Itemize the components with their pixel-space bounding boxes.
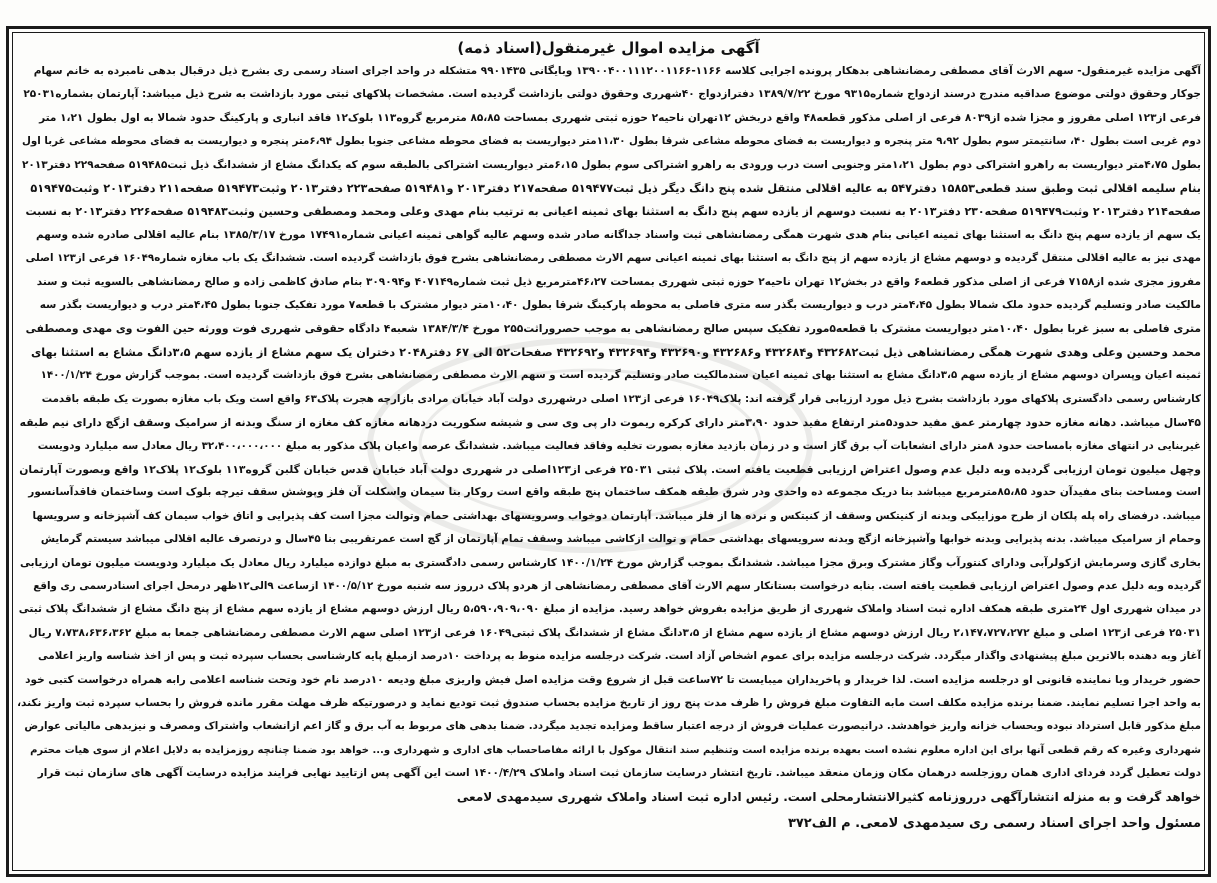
notice-line: غیربنایی در انتهای مغازه بامساحت حدود ۸متر دارای انشعابات آب برق گاز است و در زمان بازدید مغازه بصورت تخلیه وفاقد فعالیت میباشد. ششدانگ عرصه واعیان پلاک مذکور به مبلغ ۳۲،۴۰۰،۰۰۰،۰۰۰ ریال معادل سه میلیارد ودویست	[37, 439, 1201, 452]
notice-line: است ومساحت بنای مفیدآن حدود ۸۵،۸۵مترمربع میباشد بنا دریک مجموعه ده واحدی ودر شرق طبقه همکف ساختمان پنج طبقه واقع است روکار بنا سیمان واسکلت آن فلز وپوشش سقف تیرچه بلوک است وساختمان فاقدآسانسور	[28, 486, 1201, 499]
notice-line: کارشناس رسمی دادگستری پلاکهای مورد بازداشت بشرح ذیل مورد ارزیابی قرار گرفته اند: پلاک۱۶۰۴۹ فرعی از۱۲۳ اصلی درشهرری دولت آباد خیابان مرادی بازارچه هجرت پلاک۶۳ واقع است ویک باب مغازه بصورت یک طبقه باقدمت	[41, 392, 1201, 405]
notice-line: حضور خریدار ویا نماینده قانونی او درجلسه مزایده است. لذا خریدار و پاخریداران میبایست تا ۷۲ساعت قبل از شروع وقت مزایده اصل فیش واریزی مبلغ ودیعه ۱۰درصد نام خود وتحت شناسه اعلامی رابه همراه درخواست کتبی خود	[25, 673, 1201, 686]
notice-body	[16, 60, 1201, 809]
notice-line: به واحد اجرا تسلیم نمایند. ضمنا برنده مزایده مکلف است مابه التفاوت مبلغ فروش را ظرف مدت پنج روز از تاریخ مزایده بحساب صندوق ثبت تودیع نماید و درصورتیکه ظرف مهلت مقرر مانده فروش را بحساب سپرده ثبت واریز نکند،	[17, 696, 1201, 709]
notice-line: ۴۵سال میباشد. دهانه مغازه حدود چهارمتر عمق مفید حدود۵متر ارتفاع مفید حدود ۳،۹۰متر دارای کرکره ریموت دار پی وی سی و شیشه سکوریت دردهانه مغازه کف مغازه از سنگ وبدنه از سرامیک وسقف ازگچ دارای نیم طبقه	[19, 416, 1201, 430]
notice-line: آگهی مزایده غیرمنقول- سهم الارث آقای مصطفی رمضانشاهی بدهکار پرونده اجرایی کلاسه ۱۱۶۶-۱۳۹۰۰۴۰۰۱۱۱۲۰۰۱۱۶۶ وبایگانی ۹۹۰۱۴۳۵ متشکله در واحد اجرای اسناد رسمی ری بشرح ذیل درقبال بدهی نامبرده به خانم سهام	[33, 65, 1201, 77]
notice-line: دولت تعطیل گردد فردای اداری همان روزجلسه درهمان مکان وزمان منعقد میباشد. تاریخ انتشار درسایت سازمان ثبت اسناد واملاک ۱۴۰۰/۴/۲۹ است این آگهی پس ازتایید نهایی فرایند مزایده درسایت آگهی های سازمان ثبت قرار	[37, 767, 1201, 780]
notice-line: صفحه۲۱۴ دفتر۲۰۱۳ وثبت۵۱۹۴۷۹ صفحه۲۳۰ دفتر۲۰۱۳ به نسبت دوسهم از یازده سهم پنج دانگ به استثنا بهای ثمینه اعیانی به ترتیب بنام مهدی وعلی ومحمد ومصطفی وحسین وثبت۵۱۹۴۸۳ صفحه۲۲۶ دفتر۲۰۱۳ به نسبت	[25, 205, 1201, 219]
notice-line: مفروز مجزی شده از۷۱۵۸ فرعی از اصلی مذکور قطعه۶ واقع در بخش۱۲ تهران ناحیه۲ حوزه ثبتی شهرری بمساحت ۴۶،۲۷مترمربع ذیل ثبت شماره۴۰۷۱۴۹ و۳۰۹۰۹۴ بنام صادق کاظمی زاده و صالح رمضانشاهی بالسویه ثبت و سند	[36, 275, 1201, 288]
notice-line: آغاز وبه دهنده بالاترین مبلغ پیشنهادی واگذار میگردد. شرکت درجلسه مزایده برای عموم اشخاص آزاد است. شرکت درجلسه مزایده منوط به پرداخت ۱۰درصد ازمبلغ پایه کارشناسی بحساب سپرده ثبت و پس از اخذ شناسه واریز اعلامی	[38, 650, 1201, 663]
notice-line: بخاری گازی وسرمایش ازکولرآبی ودارای کنتورآب وگاز مشترک وبرق مجزا میباشد. ششدانگ بموجب گزارش مورخ ۱۴۰۰/۱/۲۴ کارشناس رسمی دادگستری به مبلغ دوازده میلیارد ریال معادل یک میلیارد ودویست میلیون تومان ارزیابی	[19, 556, 1201, 569]
notice-line: دوم غربی است بطول ۴۰، سانتیمتر سوم بطول ۹،۹۲ متر پنجره و دیواریست به فضای محوطه مشاعی شرقا بطول ۱۱،۳۰متر دیواریست به فضای محوطه مشاعی جنوبا بطول ۶،۹۴متر پنجره و دیواریست به فضای محوطه مشاعی غربا اول	[22, 135, 1201, 148]
notice-line: در میدان شهرری اول ۲۴متری طبقه همکف اداره ثبت اسناد واملاک شهرری از طریق مزایده بفروش خواهد رسید. مزایده از مبلغ ۵،۵۹۰،۹۰۹،۰۹۰ ریال ارزش دوسهم مشاع از یازده سهم مشاع از پنج دانگ مشاع از ششدانگ پلاک ثبتی	[18, 603, 1201, 616]
notice-line: بنام سلیمه اقلالی ثبت وطبق سند قطعی۱۵۸۵۳ دفتر۵۴۷ به عالیه اقلالی منتقل شده پنج دانگ دیگر ذیل ثبت۵۱۹۴۷۷ صفحه۲۱۷ دفتر۲۰۱۳ و۵۱۹۴۸۱ صفحه۲۲۳ دفتر۲۰۱۳ وثبت۵۱۹۴۷۳ صفحه۲۱۱ دفتر۲۰۱۳ وثبت۵۱۹۴۷۵	[30, 182, 1201, 196]
notice-line: متری فاصلی به سبز غربا بطول ۱۰،۴۰متر دیواریست مشترک با قطعه۵مورد تفکیک سپس صالح رمضانشاهی به موجب حصروراثت۲۵۵ مورخ ۱۳۸۴/۳/۴ شعبه۴ دادگاه حقوقی شهرری فوت وورثه حین الفوت وی مهدی ومصطفی	[25, 322, 1201, 336]
notice-line: فرعی از۱۲۳ اصلی مفروز و مجزا شده از۸۰۳۹ فرعی از اصلی مذکور قطعه۴۸ واقع دربخش ۱۲تهران ناحیه۲ حوزه ثبتی شهرری بمساحت ۸۵،۸۵ مترمربع گروه۱۱۳ بلوک۱۲ فاقد انباری و پارکینگ حدود شمالا به اول بطول ۱،۲۱ متر	[39, 111, 1201, 124]
notice-line: مبلغ مذکور قابل استرداد نبوده وبحساب خزانه واریز خواهدشد. درانیصورت عملیات فروش از درجه اعتبار ساقط ومزایده تجدید میگردد. ضمنا بدهی های مربوط به آب برق و گاز اعم ازانشعاب واشتراک ومصرف و نیزبدهی مالیاتی عوارض	[24, 720, 1201, 733]
notice-line: گردیده وبه دلیل عدم وصول اعتراض ارزیابی قطعیت یافته است. بنابه درخواست بستانکار سهم الارث آقای مصطفی رمضانشاهی از هردو پلاک درروز سه شنبه مورخ ۱۴۰۰/۵/۱۲ ازساعت ۹الی۱۲ظهر درمحل اجرای اسنادرسمی ری واقع	[33, 579, 1201, 592]
notice-line: ثمینه اعیان وپسران دوسهم مشاع از یازده سهم ۳،۵دانگ مشاع به استثنا بهای ثمینه اعیان سندمالکیت صادر وتسلیم گردیده است و سهم الارث مصطفی رمضانشاهی بشرح فوق بازداشت گردیده است. بموجب گزارش مورخ ۱۴۰۰/۱/۲۴	[40, 369, 1201, 382]
notice-signature: مسئول واحد اجرای اسناد رسمی ری سیدمهدی لامعی. م الف۳۷۲	[787, 816, 1201, 831]
notice-line: وچهل میلیون تومان ارزیابی گردیده وبه دلیل عدم وصول اعتراض ارزیابی قطعیت یافته است. پلاک ثبتی ۲۵۰۳۱ فرعی از۱۲۳اصلی در شهرری دولت آباد خیابان قدس خیابان گلبن گروه۱۱۳ بلوک۱۲ پلاک۱۲ واقع وبصورت آپارتمان	[19, 462, 1201, 476]
notice-line: جوکار وحقوق دولتی موضوع صداقیه مندرج درسند ازدواج شماره۹۳۱۵ مورخ ۱۳۸۹/۷/۲۲ دفترازدواج ۴۰شهرری وحقوق دولتی بازداشت گردیده است. مشخصات پلاکهای ثبتی مورد بازداشت به شرح ذیل میباشد: آپارتمان بشماره۲۵۰۳۱	[23, 88, 1201, 101]
notice-line: مهدی نیز به عالیه اقلالی منتقل گردیده و دوسهم مشاع از یازده سهم از پنج دانگ به استثنا بهای ثمینه اعیانی سهم الارث مصطفی رمضانشاهی بشرح فوق بازداشت گردیده است. ششدانگ یک باب مغازه شماره۱۶۰۴۹ فرعی از۱۲۳ اصلی	[25, 252, 1201, 265]
notice-line: میباشد. درفضای راه پله پلکان از طرح موزاییکی وبدنه از کنیتکس وسقف از کنیتکس و نرده ها از فلز میباشد. آپارتمان دوخواب وسرویسهای بهداشتی حمام وتوالت مجزا است کف پذیرایی و اتاق خواب سیمان کف آشپزخانه و سرویسها	[32, 509, 1201, 522]
notice-line: وحمام از سرامیک میباشد. بدنه پذیرایی وبدنه خوابها وآشپزخانه ازگچ وبدنه سرویسهای بهداشتی حمام و توالت ازکاشی میباشد وسقف تمام آپارتمان از گچ است عمرتقریبی بنا ۴۵سال و درتصرف عالیه اقلالی میباشد سیستم گرمایش	[40, 533, 1201, 546]
notice-line: شهرداری وغیره که رقم قطعی آنها برای این اداره معلوم نشده است بعهده برنده مزایده است وتنظیم سند انتقال موکول با ارائه مفاصاحساب های اداری و شهرداری و... خواهد بود ضمنا چنانچه روزمزایده به دلایل اعلام از سوی هیات محترم	[30, 744, 1201, 756]
notice-line: مالکیت صادر وتسلیم گردیده حدود ملک شمالا بطول ۴،۴۵متر درب و دیواریست بگذر سه متری فاصلی به محوطه پارکینگ شرقا بطول ۱۰،۴۰متر دیوار مشترک با قطعه۷ مورد تفکیک جنوبا بطول ۴،۴۵متر درب و دیواریست بگذر سه	[39, 299, 1201, 312]
notice-line: بطول ۴،۷۵متر دیواریست به راهرو اشتراکی دوم بطول ۱،۲۱متر وجنوبی است درب ورودی به راهرو اشتراکی سوم بطول ۶،۱۵متر دیواریست اشتراکی بالطبقه سوم که یکدانگ مشاع از ششدانگ ذیل ثبت۵۱۹۴۸۵ صفحه۲۲۹ دفتر۲۰۱۳	[22, 158, 1201, 171]
notice-line: ۲۵۰۳۱ فرعی از۱۲۳ اصلی و مبلغ ۲،۱۴۷،۷۲۷،۲۷۲ ریال ارزش دوسهم مشاع از یازده سهم مشاع از ۳،۵دانگ مشاع از ششدانگ پلاک ثبتی۱۶۰۴۹ فرعی از۱۲۳ اصلی سهم الارث مصطفی رمضانشاهی جمعا به مبلغ ۷،۷۳۸،۶۳۶،۳۶۲ ریال	[28, 626, 1201, 639]
notice-title: آگهی مزایده اموال غیرمنقول(اسناد ذمه)	[457, 39, 760, 57]
notice-line: خواهد گرفت و به منزله انتشارآگهی درروزنامه کثیرالانتشارمحلی است. رئیس اداره ثبت اسناد واملاک شهرری سیدمهدی لامعی	[456, 789, 1201, 804]
notice-line: یک سهم از یازده سهم پنج دانگ به استثنا بهای ثمینه اعیانی بنام هدی شهرت همگی رمضانشاهی ثبت واسناد جداگانه صادر شده وسهم عالیه گواهی ثمینه اعیانی شماره۱۷۴۹۱ مورخ ۱۳۸۵/۳/۱۷ بنام عالیه اقلالی صادره شده وسهم	[35, 228, 1201, 241]
notice-line: محمد وحسین وعلی وهدی شهرت همگی رمضانشاهی ذیل ثبت۴۳۲۶۸۲ و۴۳۲۶۸۴ و۴۳۲۶۸۶ و۴۳۲۶۹۰ و۴۳۲۶۹۴ و۴۳۲۶۹۲ صفحات۵۲ الی ۶۷ دفتر۲۰۴۸ دختران یک سهم مشاع از یازده سهم ۳،۵دانگ مشاع به استثنا بهای	[30, 345, 1201, 359]
auction-notice	[16, 38, 1201, 868]
